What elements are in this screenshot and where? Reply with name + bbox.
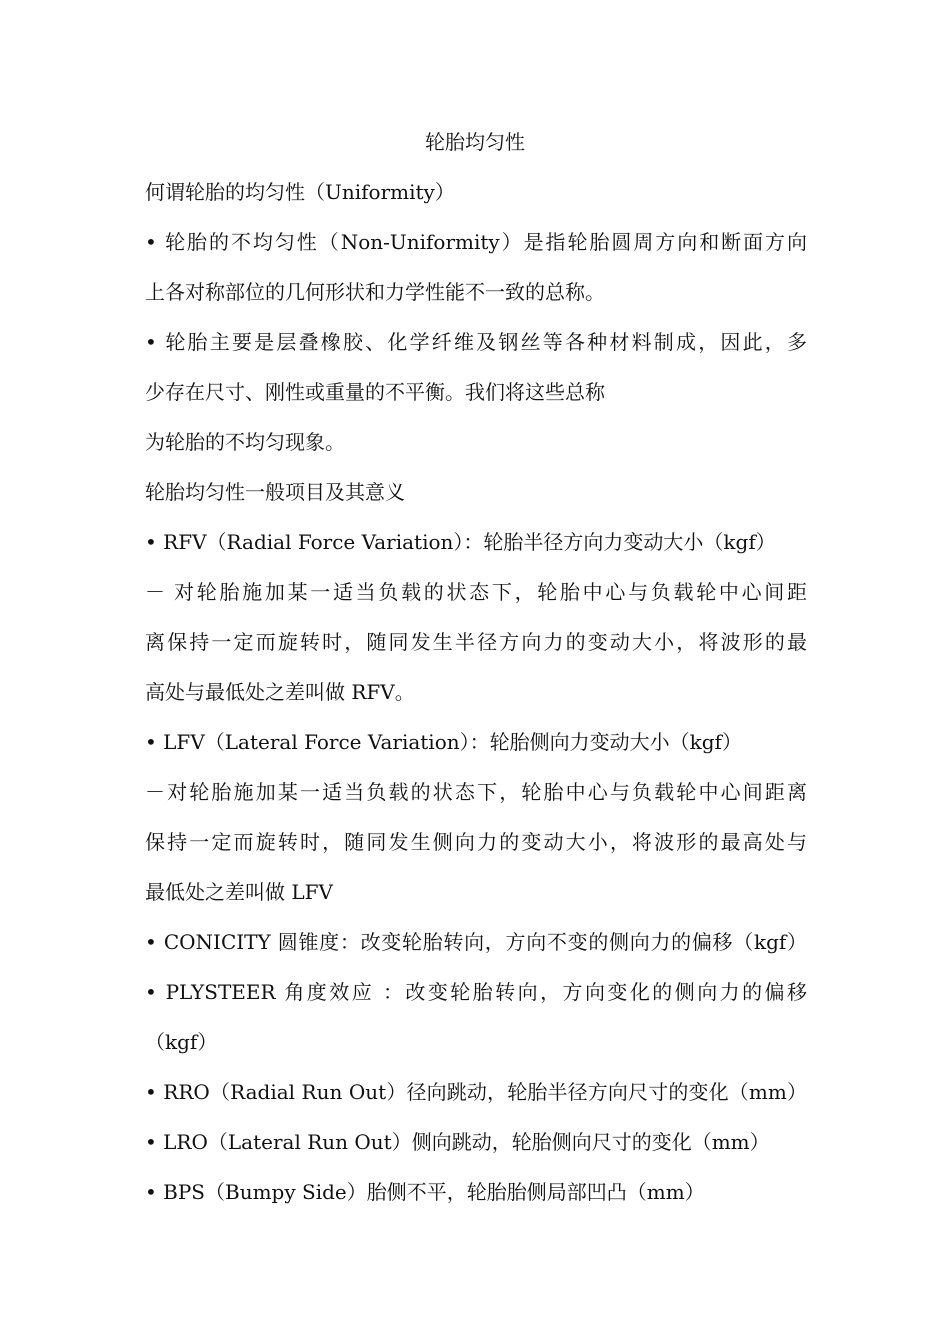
heading-items-meaning: 轮胎均匀性一般项目及其意义 xyxy=(145,480,405,504)
paragraph-line: － 对轮胎施加某一适当负载的状态下，轮胎中心与负载轮中心间距 xyxy=(145,580,807,604)
bullet-lfv: • LFV（Lateral Force Variation）：轮胎侧向力变动大小（kgf） xyxy=(145,730,742,754)
bullet-rfv: • RFV（Radial Force Variation）：轮胎半径方向力变动大小（kgf） xyxy=(145,530,776,554)
paragraph-line: 最低处之差叫做 LFV xyxy=(145,880,333,904)
paragraph-line: • 轮胎的不均匀性（Non-Uniformity）是指轮胎圆周方向和断面方向 xyxy=(145,230,807,254)
heading-uniformity-definition: 何谓轮胎的均匀性（Uniformity） xyxy=(145,180,455,204)
document-title: 轮胎均匀性 xyxy=(425,130,525,154)
paragraph-line: －对轮胎施加某一适当负载的状态下，轮胎中心与负载轮中心间距离 xyxy=(145,780,807,804)
bullet-lro: • LRO（Lateral Run Out）侧向跳动，轮胎侧向尺寸的变化（mm） xyxy=(145,1130,770,1154)
paragraph-line: 保持一定而旋转时，随同发生侧向力的变动大小，将波形的最高处与 xyxy=(145,830,807,854)
paragraph-line: 高处与最低处之差叫做 RFV。 xyxy=(145,680,415,704)
paragraph-line: 上各对称部位的几何形状和力学性能不一致的总称。 xyxy=(145,280,605,304)
paragraph-line: 为轮胎的不均匀现象。 xyxy=(145,430,345,454)
bullet-conicity: • CONICITY 圆锥度：改变轮胎转向，方向不变的侧向力的偏移（kgf） xyxy=(145,930,807,954)
paragraph-line: （kgf） xyxy=(145,1030,218,1054)
paragraph-line: 离保持一定而旋转时，随同发生半径方向力的变动大小，将波形的最 xyxy=(145,630,807,654)
bullet-bps: • BPS（Bumpy Side）胎侧不平，轮胎胎侧局部凹凸（mm） xyxy=(145,1180,705,1204)
paragraph-line: 少存在尺寸、刚性或重量的不平衡。我们将这些总称 xyxy=(145,380,605,404)
paragraph-line: • 轮胎主要是层叠橡胶、化学纤维及钢丝等各种材料制成，因此，多 xyxy=(145,330,807,354)
bullet-plysteer: • PLYSTEER 角度效应 ：改变轮胎转向，方向变化的侧向力的偏移 xyxy=(145,980,807,1004)
bullet-rro: • RRO（Radial Run Out）径向跳动，轮胎半径方向尺寸的变化（mm） xyxy=(145,1080,807,1104)
document-body xyxy=(145,117,810,1217)
